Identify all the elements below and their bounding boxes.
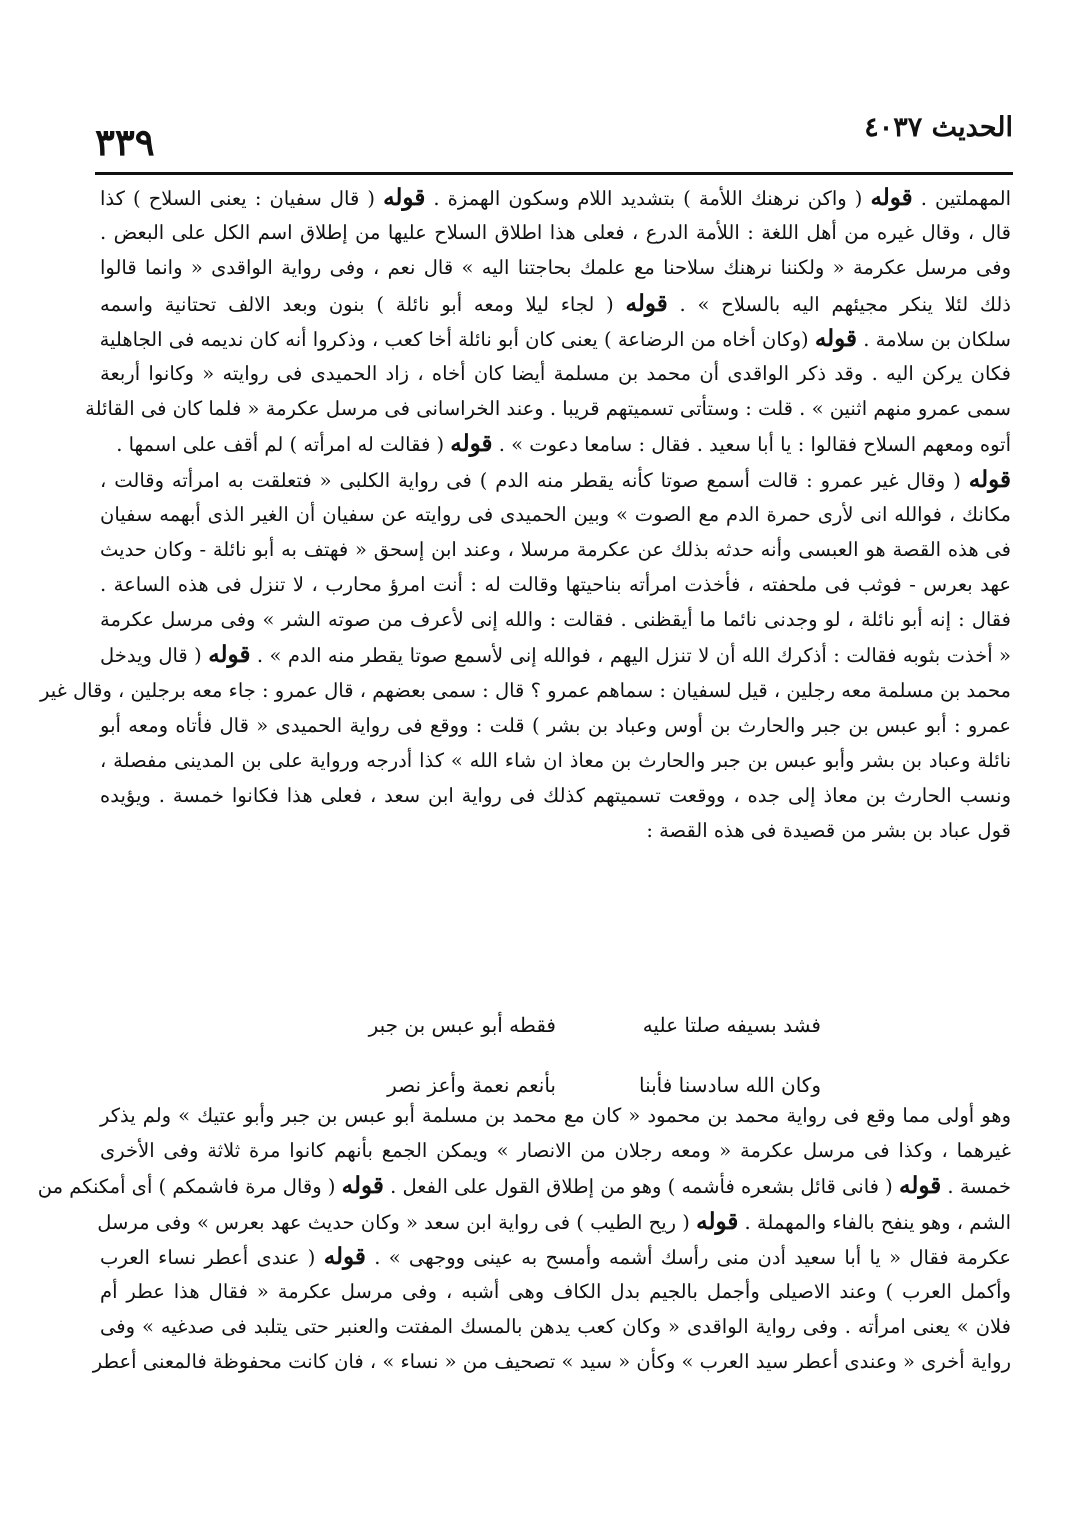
text-segment: فلان » يعنى امرأته . وفى رواية الواقدى « وكان كعب يدهن بالمسك المفتت والعنبر حتى يتلبد فى صدغيه » وفى xyxy=(100,1315,1011,1339)
qawluhu-keyword: قوله xyxy=(625,289,668,317)
page-number: ٣٣٩ xyxy=(95,120,155,164)
qawluhu-keyword: قوله xyxy=(696,1207,739,1235)
qawluhu-keyword: قوله xyxy=(341,1172,384,1200)
text-line xyxy=(100,1274,1011,1309)
text-segment: عكرمة فقال « يا أبا سعيد أدن منى رأسك أشمه وأمسح به عينى ووجهى » . xyxy=(365,1245,1011,1269)
text-segment: وأكمل العرب ) وعند الاصيلى وأجمل بالجيم بدل الكاف وهى أشبه ، وفى مرسل عكرمة « فقال هذا عطر أم xyxy=(100,1279,1011,1303)
text-segment: سلكان بن سلامة . xyxy=(857,327,1011,351)
text-segment: ( واكن نرهنك اللأمة ) بتشديد اللام وسكون الهمزة . xyxy=(425,187,871,210)
text-line xyxy=(37,1168,1011,1203)
text-segment: « أخذت بثوبه فقالت : أذكرك الله أن لا تنزل اليهم ، فوالله إنى لأسمع صوتا يقطر منه الدم » . xyxy=(250,644,1011,668)
text-line xyxy=(100,426,1011,461)
text-segment: المهملتين . xyxy=(912,187,1011,210)
text-segment: قال ، وقال غيره من أهل اللغة : اللأمة الدرع ، فعلى هذا اطلاق السلاح عليها من إطلاق اسم الكل على البعض . xyxy=(100,221,1011,245)
text-segment: ( وقال غير عمرو : قالت أسمع صوتا كأنه يقطر منه الدم ) فى رواية الكلبى « فتعلقت به امرأته وقالت ، xyxy=(100,468,969,492)
text-line xyxy=(39,673,1011,708)
text-line xyxy=(100,356,1011,391)
text-segment: الشم ، وهو ينفح بالفاء والمهملة . xyxy=(738,1210,1011,1234)
hadith-number-label: الحديث ٤٠٣٧ xyxy=(864,112,1013,143)
text-line xyxy=(100,321,1011,356)
text-segment: ( فقالت له امرأته ) لم أقف على اسمها . xyxy=(116,433,451,457)
header-rule xyxy=(95,172,1013,175)
text-segment: (وكان أخاه من الرضاعة ) يعنى كان أبو نائلة أخا كعب ، وذكروا أنه كان نديمه فى الجاهلية xyxy=(99,327,815,351)
text-segment: فى هذه القصة هو العبسى وأنه حدثه بذلك عن عكرمة مرسلا ، وعند ابن إسحق « فهتف به أبو نائلة - وكان حديث xyxy=(100,537,1011,561)
verse-second-hemistich: بأنعم نعمة وأعز نصر xyxy=(387,1073,556,1097)
verse-first-hemistich: وكان الله سادسنا فأبنا xyxy=(638,1073,821,1097)
text-line xyxy=(92,1344,1011,1379)
text-line xyxy=(100,215,1011,250)
text-segment: ذلك لئلا ينكر مجيئهم اليه بالسلاح » . xyxy=(667,292,1011,316)
text-segment: غيرهما ، وكذا فى مرسل عكرمة « ومعه رجلان من الانصار » ويمكن الجمع بأنهم كانوا مرة ثلاثة وفى الأخرى xyxy=(100,1139,1011,1163)
poetry-verses xyxy=(100,995,1011,1115)
text-line xyxy=(100,708,1011,743)
text-line xyxy=(100,532,1011,567)
text-segment: ونسب الحارث بن معاذ إلى جده ، ووقعت تسميتهم كذلك فى رواية ابن سعد ، فعلى هذا فكانوا خمسة . ويؤيده xyxy=(100,784,1011,808)
qawluhu-keyword: قوله xyxy=(968,465,1011,493)
qawluhu-keyword: قوله xyxy=(899,1172,942,1200)
text-segment: ( عندى أعطر نساء العرب xyxy=(100,1245,324,1269)
text-segment: وهو أولى مما وقع فى رواية محمد بن محمود « كان مع محمد بن مسلمة أبو عبس بن جبر وأبو عتيك » ولم يذكر xyxy=(100,1104,1011,1127)
text-segment: مكانك ، فوالله انى لأرى حمرة الدم مع الصوت » وبين الحميدى فى روايته عن سفيان أن الغير الذى أبهمه سفيان xyxy=(100,502,1011,526)
qawluhu-keyword: قوله xyxy=(383,184,426,211)
commentary-text-top xyxy=(39,180,1011,849)
text-segment: قول عباد بن بشر من قصيدة فى هذه القصة : xyxy=(646,819,1011,843)
text-line xyxy=(100,1309,1011,1344)
text-segment: ( ريح الطيب ) فى رواية ابن سعد « وكان حديث عهد بعرس » وفى مرسل xyxy=(97,1210,697,1234)
qawluhu-keyword: قوله xyxy=(208,641,251,669)
text-line xyxy=(100,462,1011,497)
text-line xyxy=(97,1204,1011,1239)
text-segment: نائلة وعباد بن بشر وأبو عبس بن جبر والحارث بن معاذ ان شاء الله » كذا أدرجه ورواية على بن المدينى مفصلة ، xyxy=(100,749,1011,772)
text-line xyxy=(100,497,1011,532)
text-segment: عمرو : أبو عبس بن جبر والحارث بن أوس وعباد بن بشر ) قلت : ووقع فى رواية الحميدى « قال فأتاه ومعه أبو xyxy=(100,713,1011,737)
text-segment: فقال : إنه أبو نائلة ، لو وجدنى نائما ما أيقظنى . فقالت : والله إنى لأعرف من صوته الشر » وفى مرسل عكرمة xyxy=(100,608,1011,632)
text-segment: أتوه ومعهم السلاح فقالوا : يا أبا سعيد . فقال : سامعا دعوت » . xyxy=(492,433,1011,457)
commentary-text-bottom xyxy=(37,1098,1011,1380)
text-line xyxy=(100,743,1011,778)
text-line xyxy=(85,391,1011,426)
text-line xyxy=(100,1239,1011,1274)
text-segment: فكان يركن اليه . وقد ذكر الواقدى أن محمد بن مسلمة أيضا كان أخاه ، زاد الحميدى فى روايته « وكانوا أربعة xyxy=(100,361,1011,385)
page-header xyxy=(95,108,1013,174)
verse-line xyxy=(100,995,1011,1055)
text-line xyxy=(100,250,1011,285)
text-segment: خمسة . xyxy=(941,1175,1011,1199)
text-segment: وفى مرسل عكرمة « ولكننا نرهنك سلاحنا مع علمك بحاجتنا اليه » قال نعم ، وفى رواية الواقدى « وانما قالوا xyxy=(100,256,1011,280)
text-segment: رواية أخرى « وعندى أعطر سيد العرب » وكأن « سيد » تصحيف من « نساء » ، فان كانت محفوظة فالمعنى أعطر xyxy=(92,1350,1011,1374)
text-segment: ( قال سفيان : يعنى السلاح ) كذا xyxy=(100,187,384,210)
text-segment: ( قال ويدخل xyxy=(100,644,209,668)
text-line xyxy=(100,1133,1011,1168)
qawluhu-keyword: قوله xyxy=(870,184,913,211)
text-segment: محمد بن مسلمة معه رجلين ، قيل لسفيان : سماهم عمرو ؟ قال : سمى بعضهم ، قال عمرو : جاء معه برجلين ، وقال غير xyxy=(39,678,1011,702)
text-segment: ( لجاء ليلا ومعه أبو نائلة ) بنون وبعد الالف تحتانية واسمه xyxy=(100,292,626,316)
qawluhu-keyword: قوله xyxy=(450,430,493,458)
text-line xyxy=(100,1098,1011,1133)
text-line xyxy=(100,813,1011,848)
text-line xyxy=(100,567,1011,602)
qawluhu-keyword: قوله xyxy=(323,1242,366,1270)
text-segment: ( فانى قائل بشعره فأشمه ) وهو من إطلاق القول على الفعل . xyxy=(383,1175,899,1199)
text-segment: ( وقال مرة فاشمكم ) أى أمكنكم من xyxy=(37,1175,342,1199)
text-line xyxy=(100,637,1011,672)
text-line xyxy=(100,602,1011,637)
qawluhu-keyword: قوله xyxy=(814,324,858,352)
text-line xyxy=(100,180,1011,215)
text-segment: عهد بعرس - فوثب فى ملحفته ، فأخذت امرأته بناحيتها وقالت له : أنت امرؤ محارب ، لا تنزل فى هذه الساعة . xyxy=(100,573,1011,597)
verse-second-hemistich: فقطه أبو عبس بن جبر xyxy=(368,1013,556,1037)
text-segment: سمى عمرو منهم اثنين » . قلت : وستأتى تسميتهم قريبا . وعند الخراسانى فى مرسل عكرمة « فلما كان فى القائلة xyxy=(85,397,1011,421)
text-line xyxy=(100,778,1011,813)
verse-first-hemistich: فشد بسيفه صلتا عليه xyxy=(642,1013,821,1037)
text-line xyxy=(100,286,1011,321)
